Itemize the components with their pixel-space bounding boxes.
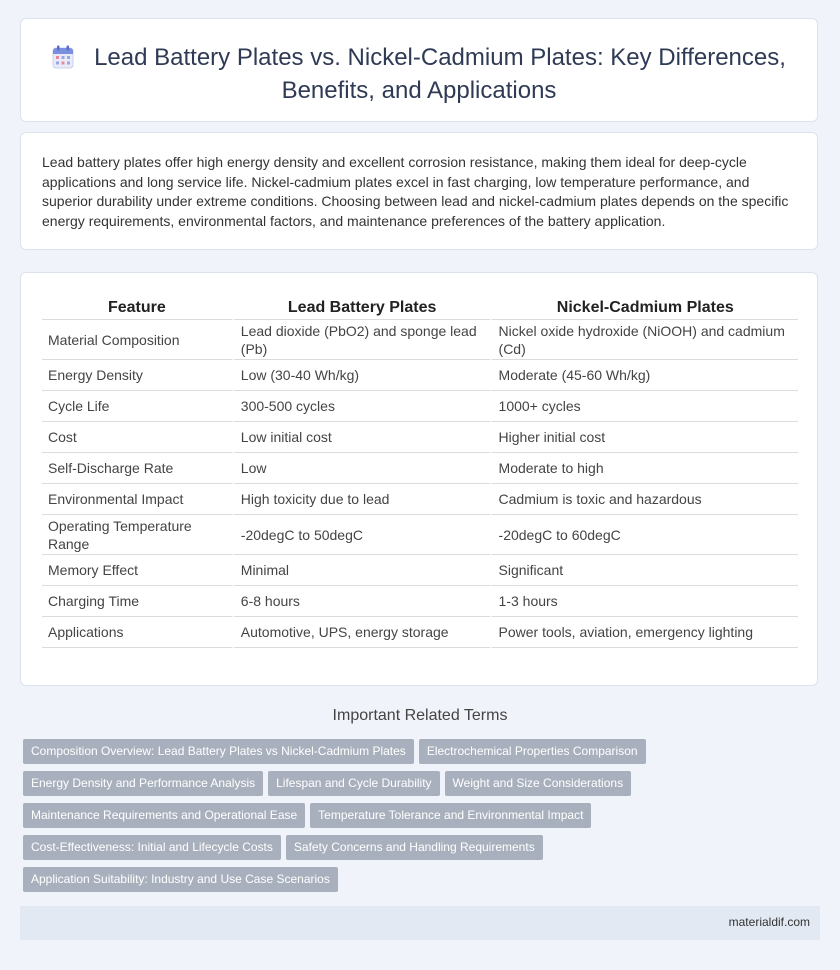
footer-site-link[interactable]: materialdif.com [728,915,810,929]
lead-cell: 6-8 hours [232,586,490,617]
table-row [42,617,798,648]
page-title [21,43,817,105]
table-row [42,360,798,391]
table-row [42,453,798,484]
related-term-tag[interactable]: Electrochemical Properties Comparison [419,739,646,764]
title-card [20,18,818,122]
footer-bar [20,906,820,940]
comparison-table [42,295,798,648]
related-term-tag[interactable]: Temperature Tolerance and Environmental Impact [310,803,591,828]
title-line-1: Lead Battery Plates vs. Nickel-Cadmium Plates: Key Differences, [94,44,786,71]
related-term-tag[interactable]: Maintenance Requirements and Operational Ease [23,803,305,828]
intro-paragraph: Lead battery plates offer high energy density and excellent corrosion resistance, making them ideal for deep-cycle applications and long service life. Nickel-cadmium plates excel in fast charging, low temperature performance, and superior durability under extreme conditions. Choosing between lead and nickel-cadmium plates depends on the specific energy requirements, environmental factors, and maintenance preferences of the battery application. [42,154,789,229]
feature-cell: Environmental Impact [42,484,232,515]
related-term-tag[interactable]: Lifespan and Cycle Durability [268,771,439,796]
table-row [42,320,798,360]
lead-cell: Automotive, UPS, energy storage [232,617,490,648]
nicd-cell: Power tools, aviation, emergency lighting [490,617,798,648]
related-terms-list [23,739,813,899]
comparison-card [20,272,818,686]
lead-cell: Minimal [232,555,490,586]
nicd-cell: Significant [490,555,798,586]
feature-cell: Self-Discharge Rate [42,453,232,484]
related-term-tag[interactable]: Composition Overview: Lead Battery Plates vs Nickel-Cadmium Plates [23,739,414,764]
lead-cell: -20degC to 50degC [232,515,490,555]
table-row [42,422,798,453]
header-feature: Feature [42,295,232,320]
header-nicd: Nickel-Cadmium Plates [490,295,798,320]
table-row [42,484,798,515]
nicd-cell: 1000+ cycles [490,391,798,422]
lead-cell: Low [232,453,490,484]
nicd-cell: Cadmium is toxic and hazardous [490,484,798,515]
nicd-cell: Higher initial cost [490,422,798,453]
feature-cell: Energy Density [42,360,232,391]
table-row [42,515,798,555]
feature-cell: Charging Time [42,586,232,617]
calendar-grid-icon [52,45,74,76]
lead-cell: High toxicity due to lead [232,484,490,515]
header-lead: Lead Battery Plates [232,295,490,320]
lead-cell: 300-500 cycles [232,391,490,422]
related-term-tag[interactable]: Cost-Effectiveness: Initial and Lifecycle Costs [23,835,281,860]
feature-cell: Memory Effect [42,555,232,586]
nicd-cell: 1-3 hours [490,586,798,617]
table-row [42,555,798,586]
feature-cell: Material Composition [42,320,232,360]
feature-cell: Cost [42,422,232,453]
related-term-tag[interactable]: Application Suitability: Industry and Use Case Scenarios [23,867,338,892]
nicd-cell: Nickel oxide hydroxide (NiOOH) and cadmium (Cd) [490,320,798,360]
related-term-tag[interactable]: Safety Concerns and Handling Requirements [286,835,543,860]
intro-card [20,132,818,250]
feature-cell: Cycle Life [42,391,232,422]
table-row [42,391,798,422]
table-row [42,586,798,617]
lead-cell: Low initial cost [232,422,490,453]
nicd-cell: Moderate to high [490,453,798,484]
lead-cell: Lead dioxide (PbO2) and sponge lead (Pb) [232,320,490,360]
table-header-row [42,295,798,320]
related-terms-heading: Important Related Terms [332,707,508,724]
title-line-2: Benefits, and Applications [281,77,557,104]
related-term-tag[interactable]: Energy Density and Performance Analysis [23,771,263,796]
lead-cell: Low (30-40 Wh/kg) [232,360,490,391]
nicd-cell: Moderate (45-60 Wh/kg) [490,360,798,391]
nicd-cell: -20degC to 60degC [490,515,798,555]
feature-cell: Applications [42,617,232,648]
related-term-tag[interactable]: Weight and Size Considerations [445,771,632,796]
feature-cell: Operating Temperature Range [42,515,232,555]
